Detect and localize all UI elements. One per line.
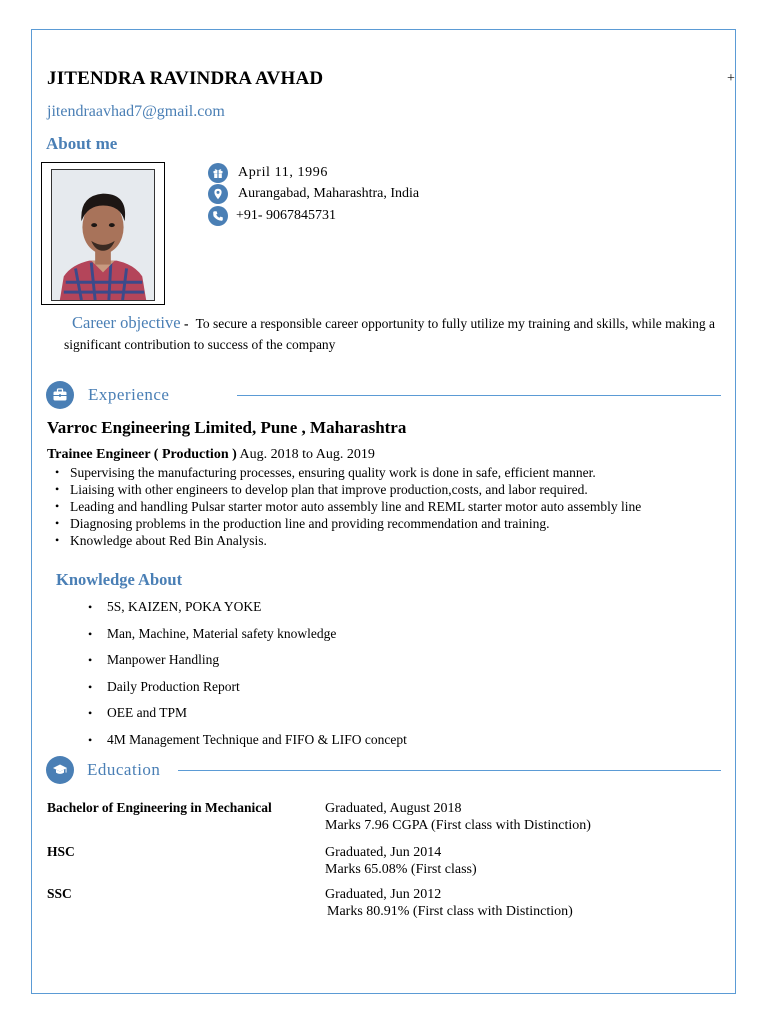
education-status: Graduated, Jun 2014 (325, 845, 442, 860)
map-pin-icon (208, 184, 228, 204)
knowledge-list (88, 597, 407, 757)
company-name: Varroc Engineering Limited, Pune , Maharashtra (47, 418, 407, 437)
list-item: • Supervising the manufacturing processes, ensuring quality work is done in safe, efficient manner. (52, 464, 641, 481)
list-item: • Knowledge about Red Bin Analysis. (52, 532, 641, 549)
profile-photo (41, 162, 165, 305)
email-link[interactable]: jitendraavhad7@gmail.com (47, 103, 225, 120)
graduation-cap-icon (46, 756, 74, 784)
list-item: • OEE and TPM (88, 703, 407, 730)
candidate-name: JITENDRA RAVINDRA AVHAD (47, 68, 324, 89)
briefcase-icon (46, 381, 74, 409)
portrait-illustration (52, 170, 154, 300)
job-role (47, 447, 375, 463)
phone-text: +91- 9067845731 (236, 208, 337, 223)
career-objective-text: To secure a responsible career opportunity to fully utilize my training and skills, while making a significant contribution to success of the company (64, 316, 716, 352)
about-heading: About me (46, 134, 118, 153)
job-title: Trainee Engineer ( Production ) (47, 447, 237, 462)
job-period: Aug. 2018 to Aug. 2019 (239, 447, 375, 462)
career-objective (64, 312, 732, 355)
experience-divider (237, 395, 721, 396)
education-status: Graduated, August 2018 (325, 801, 462, 816)
list-item: • Manpower Handling (88, 650, 407, 677)
list-item: • Leading and handling Pulsar starter motor auto assembly line and REML starter motor auto assembly line (52, 498, 641, 515)
plus-mark: + (727, 71, 735, 86)
education-marks: Marks 65.08% (First class) (325, 862, 477, 877)
list-item: • Diagnosing problems in the production line and providing recommendation and training. (52, 515, 641, 532)
dob-text: April 11, 1996 (238, 165, 328, 180)
phone-row (208, 206, 336, 226)
education-detail (325, 844, 477, 878)
education-degree: SSC (47, 886, 72, 901)
education-heading: Education (87, 760, 161, 779)
education-degree: Bachelor of Engineering in Mechanical (47, 800, 272, 815)
education-degree: HSC (47, 844, 75, 859)
education-status: Graduated, Jun 2012 (325, 887, 442, 902)
list-item: • 5S, KAIZEN, POKA YOKE (88, 597, 407, 624)
education-detail (325, 886, 573, 920)
experience-heading: Experience (88, 385, 170, 404)
photo-image (51, 169, 155, 301)
location-row (208, 184, 419, 204)
education-divider (178, 770, 721, 771)
career-dash: - (183, 316, 189, 331)
career-objective-label: Career objective (72, 313, 181, 332)
list-item: • Man, Machine, Material safety knowledge (88, 624, 407, 651)
experience-list (52, 464, 641, 549)
list-item: • Daily Production Report (88, 677, 407, 704)
location-text: Aurangabad, Maharashtra, India (238, 186, 420, 201)
knowledge-heading: Knowledge About (56, 570, 183, 589)
phone-icon (208, 206, 228, 226)
list-item: • Liaising with other engineers to develop plan that improve production,costs, and labor required. (52, 481, 641, 498)
list-item: • 4M Management Technique and FIFO & LIFO concept (88, 730, 407, 757)
dob-row (208, 163, 328, 183)
education-detail (325, 800, 591, 834)
education-marks: Marks 80.91% (First class with Distinction) (327, 904, 573, 919)
education-marks: Marks 7.96 CGPA (First class with Distinction) (325, 818, 591, 833)
gift-icon (208, 163, 228, 183)
